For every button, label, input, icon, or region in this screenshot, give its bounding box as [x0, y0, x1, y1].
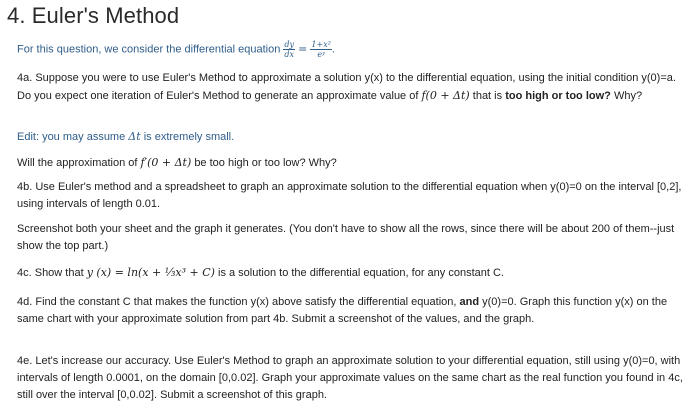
- q4c-expression: y (x) = ln(x + ⅓x³ + C): [86, 266, 215, 279]
- edit-text: Edit: you may assume: [17, 131, 126, 143]
- question-4e: 4e. Let's increase our accuracy. Use Euler's Method to graph an approximate solution to your differential equation, still using y(0)=0, with intervals of length 0.0001, on the domain [0,0.02]. Graph your approximate values on the same chart as the real function you found in 4c, still over the interval [0,0.02]. Submit a screenshot of this graph.: [17, 355, 683, 401]
- will-question: [17, 154, 689, 172]
- q4a-mid: that is: [472, 90, 503, 102]
- question-4c: [17, 264, 689, 282]
- edit-note: [17, 128, 689, 146]
- rhs-denominator: eʸ: [317, 50, 325, 59]
- will-end: be too high or too low? Why?: [194, 157, 337, 169]
- q4c-end: is a solution to the differential equation, for any constant C.: [218, 267, 504, 279]
- dx-denominator: dx: [284, 50, 295, 59]
- intro-paragraph: [17, 40, 689, 59]
- edit-expression: Δt: [128, 130, 141, 143]
- dy-numerator: dy: [284, 40, 295, 49]
- dy-dx-fraction: [283, 40, 295, 59]
- q4a-expression: f(0 + Δt): [421, 89, 470, 102]
- screenshot-instructions: Screenshot both your sheet and the graph it generates. (You don't have to show all the rows, since there will be about 200 of them--just show the top part.): [17, 223, 675, 252]
- question-4b: 4b. Use Euler's method and a spreadsheet to graph an approximate solution to the differential equation when y(0)=0 on the interval [0,2], using intervals of length 0.01.: [17, 181, 682, 210]
- q4a-end: Why?: [613, 90, 643, 102]
- question-4a: [17, 70, 689, 105]
- intro-text: For this question, we consider the differential equation: [17, 43, 281, 56]
- q4d-bold: and: [459, 296, 480, 308]
- q4a-lead: 4a. Suppose you were to use Euler's Method to approximate a solution y(x) to the differential equation, using the initial condition y(0)=a. Do you expect one iteration of Euler's Method to generate an approximate value of: [17, 72, 676, 102]
- q4c-lead: 4c. Show that: [17, 267, 84, 279]
- intro-period: .: [331, 43, 335, 56]
- rhs-numerator: 1+x²: [311, 40, 331, 49]
- will-text: Will the approximation of: [17, 157, 138, 169]
- q4d-end: y(0)=0. Graph this function y(x) on the same chart with your approximate solution from part 4b. Submit a screenshot of the values, and the graph.: [17, 296, 668, 325]
- edit-end: is extremely small.: [143, 131, 235, 143]
- will-expression: f′(0 + Δt): [140, 156, 192, 169]
- q4a-bold: too high or too low?: [505, 90, 611, 102]
- q4d-lead: 4d. Find the constant C that makes the function y(x) above satisfy the differential equation,: [17, 296, 457, 308]
- rhs-fraction: [310, 40, 332, 59]
- question-4d: [17, 294, 689, 328]
- equals-sign: =: [298, 42, 308, 56]
- page-title: 4. Euler's Method: [7, 3, 180, 28]
